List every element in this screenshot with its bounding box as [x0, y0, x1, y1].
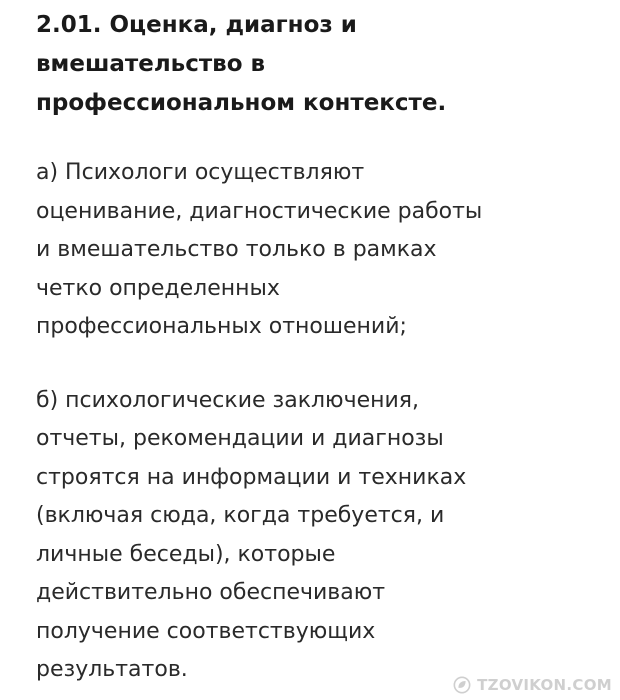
paragraph-line: результатов.	[36, 657, 188, 682]
section-title-line: профессиональном контексте.	[36, 90, 447, 116]
section-title-line: 2.01. Оценка, диагноз и	[36, 12, 357, 38]
paragraph-line: действительно обеспечивают	[36, 580, 386, 605]
paragraph-line: отчеты, рекомендации и диагнозы	[36, 426, 444, 451]
paragraph-line: четко определенных	[36, 275, 280, 301]
paragraph-line: оценивание, диагностические работы	[36, 198, 483, 224]
watermark	[453, 676, 612, 694]
paragraph-line: строятся на информации и техниках	[36, 464, 467, 490]
leaf-logo-icon	[453, 676, 471, 694]
paragraph-line: личные беседы), которые	[36, 541, 336, 567]
paragraph-line: (включая сюда, когда требуется, и	[36, 503, 445, 528]
section-title	[36, 0, 596, 123]
paragraph-line: профессиональных отношений;	[36, 314, 407, 339]
paragraph-line: а) Психологи осуществляют	[36, 160, 365, 185]
watermark-text: TZOVIKON.COM	[477, 676, 612, 694]
section-title-line: вмешательство в	[36, 51, 266, 77]
paragraph-b	[36, 382, 596, 690]
document-body	[36, 0, 596, 690]
paragraph-a	[36, 154, 596, 347]
paragraph-line: и вмешательство только в рамках	[36, 237, 437, 262]
paragraph-line: б) психологические заключения,	[36, 387, 420, 413]
paragraph-line: получение соответствующих	[36, 618, 376, 644]
